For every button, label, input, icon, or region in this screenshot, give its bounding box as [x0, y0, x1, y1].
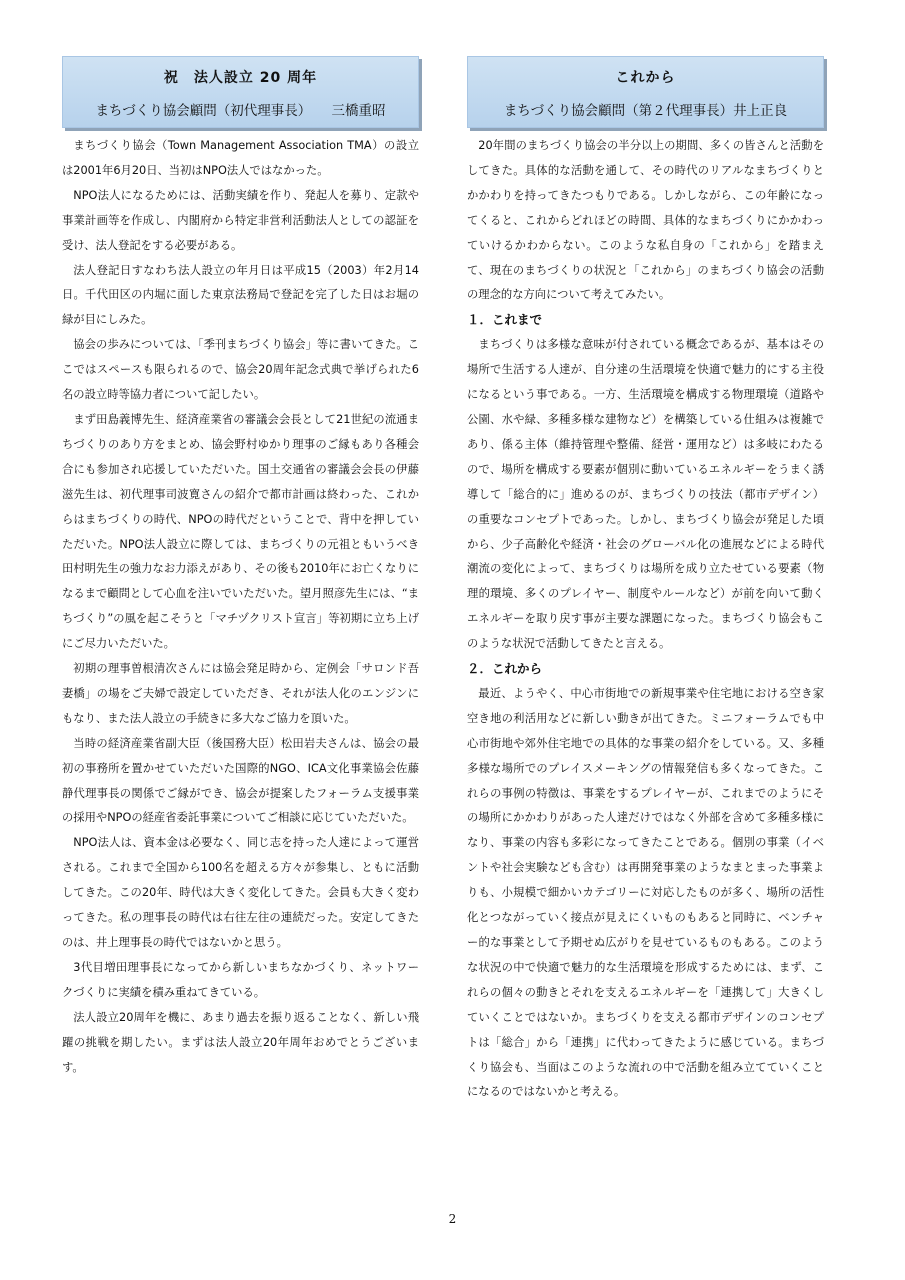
right-article-author: まちづくり協会顧問（第２代理事長）井上正良 — [503, 103, 788, 119]
left-article-body — [62, 134, 419, 1080]
paragraph: 当時の経済産業省副大臣（後国務大臣）松田岩夫さんは、協会の最初の事務所を置かせていただいた国際的NGO、ICA文化事業協会佐藤静代理事長の関係でご縁ができ、協会が提案したフォーラム支援事業の採用やNPOの経産省委託事業についてご相談に応じていただいた。 — [62, 736, 419, 825]
section-heading-2: ２．これから — [467, 661, 543, 677]
paragraph: 法人設立20周年を機に、あまり過去を振り返ることなく、新しい飛躍の挑戦を期したい。まずは法人設立20年周年おめでとうございます。 — [62, 1010, 419, 1074]
paragraph: まちづくり協会（Town Management Association TMA）の設立は2001年6月20日、当初はNPO法人ではなかった。 — [62, 139, 419, 177]
right-article-body — [467, 134, 824, 1105]
section-2-paragraph: 最近、ようやく、中心市街地での新規事業や住宅地における空き家空き地の利活用などに新しい動きが出てきた。ミニフォーラムでも中心市街地や郊外住宅地での具体的な事業の紹介をしている。又、多種多様な場所でのプレイスメーキングの情報発信も多くなってきた。これらの事例の特徴は、事業をするプレイヤーが、これまでのようにその場所にかかわりがあった人達だけではなく外部を含めて多種多様になり、事業の内容も多彩になってきたことである。個別の事業（イベントや社会実験なども含む）は再開発事業のようなまとまった事業よりも、小規模で細かいカテゴリーに対応したものが多く、場所の活性化とつながっていく接点が見えにくいものもあると同時に、ベンチャー的な事業として予期せぬ広がりを見せているものもある。このような状況の中で快適で魅力的な生活環境を形成するためには、まず、これらの個々の動きとそれを支えるエネルギーを「連携して」大きくしていくことではないか。まちづくりを支える都市デザインのコンセプトは「総合」から「連携」に代わってきたように感じている。まちづくり協会も、当面はこのような流れの中で活動を組み立てていくことになるのではないかと考える。 — [467, 686, 824, 1099]
paragraph: 初期の理事曽根清次さんには協会発足時から、定例会「サロンド吾妻橋」の場をご夫婦で設定していただき、それが法人化のエンジンにもなり、また法人設立の手続きに多大なご協力を頂いた。 — [62, 662, 419, 725]
left-article-title: 祝 法人設立 20 周年 — [163, 70, 318, 86]
left-article-author: まちづくり協会顧問（初代理事長） 三橋重昭 — [95, 103, 386, 119]
right-article-header — [467, 56, 824, 128]
section-1-paragraph: まちづくりは多様な意味が付されている概念であるが、基本はその場所で生活する人達が、自分達の生活環境を快適で魅力的にする主役になるという事である。一方、生活環境を構成する物理環境（道路や公園、水や緑、多種多様な建物など）を構築している仕組みは複雑であり、係る主体（維持管理や整備、経営・運用など）は多岐にわたるので、場所を構成する要素が個別に動いているエネルギーをうまく誘導して「総合的に」進めるのが、まちづくりの技法（都市デザイン）の重要なコンセプトであった。しかし、まちづくり協会が発足した頃から、少子高齢化や経済・社会のグローバル化の進展などによる時代潮流の変化によって、まちづくりは場所を成り立たせている要素（物理的環境、多くのプレイヤー、制度やルールなど）が前を向いて動くエネルギーを取り戻す事が主要な課題になった。まちづくり協会もこのような状況で活動してきたと言える。 — [467, 338, 824, 651]
paragraph: 協会の歩みについては、「季刊まちづくり協会」等に書いてきた。ここではスペースも限られるので、協会20周年記念式典で挙げられた6名の設立時等協力者について記したい。 — [62, 338, 419, 402]
section-heading-1: １．これまで — [467, 312, 543, 328]
right-article-title: これから — [615, 70, 676, 86]
paragraph: NPO法人になるためには、活動実績を作り、発起人を募り、定款や事業計画等を作成し、内閣府から特定非営利活動法人としての認証を受け、法人登記をする必要がある。 — [62, 188, 419, 252]
paragraph: 法人登記日すなわち法人設立の年月日は平成15（2003）年2月14日。千代田区の内堀に面した東京法務局で登記を完了した日はお堀の緑が目にしみた。 — [62, 263, 419, 327]
paragraph: 3代目増田理事長になってから新しいまちなかづくり、ネットワークづくりに実績を積み重ねてきている。 — [62, 960, 419, 999]
page-number: 2 — [448, 1212, 457, 1226]
right-article — [467, 56, 824, 1105]
left-article — [62, 56, 419, 1080]
paragraph: まず田島義博先生、経済産業省の審議会会長として21世紀の流通まちづくりのあり方をまとめ、協会野村ゆかり理事のご縁もあり各種会合にも参加され応援していただいた。国土交通省の審議会会長の伊藤滋先生は、初代理事司波寛さんの紹介で都市計画は終わった、これからはまちづくりの時代、NPOの時代だということで、背中を押していただいた。NPO法人設立に際しては、まちづくりの元祖ともいうべき田村明先生の強力なお力添えがあり、その後も2010年にお亡くなりになるまで顧問として心血を注いでいただいた。望月照彦先生には、“まちづくり”の風を起こそうと「マチヅクリスト宣言」等初期に立ち上げにご尽力いただいた。 — [62, 412, 419, 651]
intro-paragraph: 20年間のまちづくり協会の半分以上の期間、多くの皆さんと活動をしてきた。具体的な活動を通して、その時代のリアルなまちづくりとかかわりを持ってきたつもりである。しかしながら、この年齢になってくると、これからどれほどの時間、具体的なまちづくりにかかわっていけるかわからない。このような私自身の「これから」を踏まえて、現在のまちづくりの状況と「これから」のまちづくり協会の活動の理念的な方向について考えてみたい。 — [467, 139, 824, 302]
paragraph: NPO法人は、資本金は必要なく、同じ志を持った人達によって運営される。これまで全国から100名を超える方々が参集し、ともに活動してきた。この20年、時代は大きく変化してきた。会員も大きく変わってきた。私の理事長の時代は右往左往の連続だった。安定してきたのは、井上理事長の時代ではないかと思う。 — [62, 836, 419, 949]
left-article-header — [62, 56, 419, 128]
